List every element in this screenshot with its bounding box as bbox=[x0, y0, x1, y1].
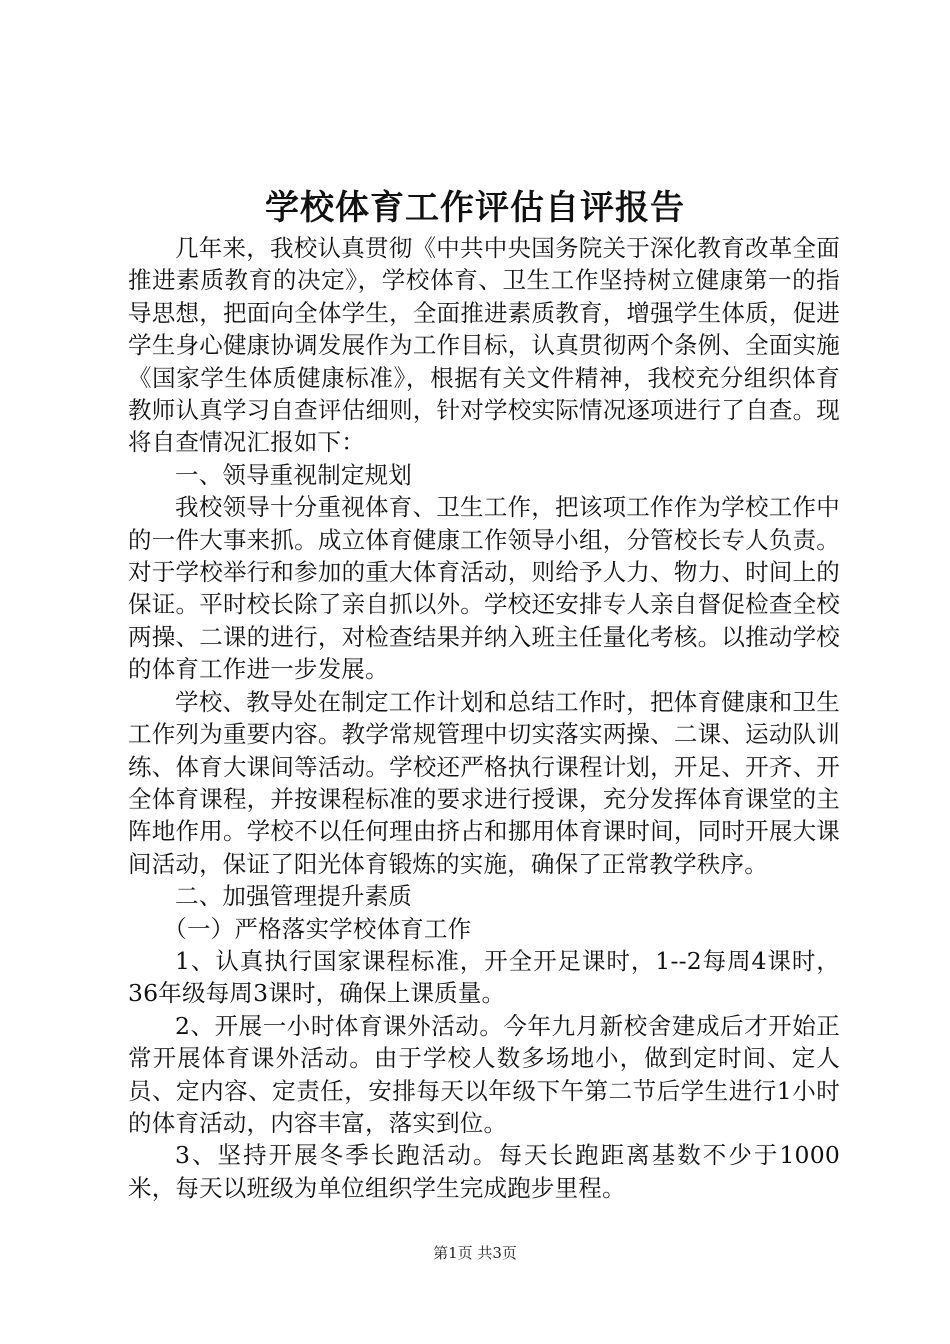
section-heading-1: 一、领导重视制定规划 bbox=[175, 460, 412, 489]
page-footer: 第1页 共3页 bbox=[433, 1244, 517, 1262]
list-item-1: 1、认真执行国家课程标准，开全开足课时，1--2每周4课时，36年级每周3课时，确保上课质量。 bbox=[128, 946, 840, 1008]
document-title: 学校体育工作评估自评报告 bbox=[265, 188, 685, 228]
section-heading-2: 二、加强管理提升素质 bbox=[175, 882, 412, 911]
paragraph-intro: 几年来，我校认真贯彻《中共中央国务院关于深化教育改革全面推进素质教育的决定》，学校体育、卫生工作坚持树立健康第一的指导思想，把面向全体学生，全面推进素质教育，增强学生体质，促进学生身心健康协调发展作为工作目标，认真贯彻两个条例、全面实施《国家学生体质健康标准》，根据有关文件精神，我校充分组织体育教师认真学习自查评估细则，针对学校实际情况逐项进行了自查。现将自查情况汇报如下： bbox=[128, 234, 840, 457]
paragraph-planning: 学校、教导处在制定工作计划和总结工作时，把体育健康和卫生工作列为重要内容。教学常规管理中切实落实两操、二课、运动队训练、体育大课间等活动。学校还严格执行课程计划，开足、开齐、开全体育课程，并按课程标准的要求进行授课，充分发挥体育课堂的主阵地作用。学校不以任何理由挤占和挪用体育课时间，同时开展大课间活动，保证了阳光体育锻炼的实施，确保了正常教学秩序。 bbox=[128, 687, 840, 878]
list-item-2: 2、开展一小时体育课外活动。今年九月新校舍建成后才开始正常开展体育课外活动。由于学校人数多场地小，做到定时间、定人员、定内容、定责任，安排每天以年级下午第二节后学生进行1小时的体育活动，内容丰富，落实到位。 bbox=[128, 1011, 840, 1137]
paragraph-leadership: 我校领导十分重视体育、卫生工作，把该项工作作为学校工作中的一件大事来抓。成立体育健康工作领导小组，分管校长专人负责。对于学校举行和参加的重大体育活动，则给予人力、物力、时间上的保证。平时校长除了亲自抓以外。学校还安排专人亲自督促检查全校两操、二课的进行，对检查结果并纳入班主任量化考核。以推动学校的体育工作进一步发展。 bbox=[128, 493, 840, 684]
subsection-heading-1: （一）严格落实学校体育工作 bbox=[163, 914, 472, 943]
list-item-3: 3、坚持开展冬季长跑活动。每天长跑距离基数不少于1000米，每天以班级为单位组织学生完成跑步里程。 bbox=[128, 1141, 840, 1202]
document-body bbox=[128, 232, 840, 1204]
